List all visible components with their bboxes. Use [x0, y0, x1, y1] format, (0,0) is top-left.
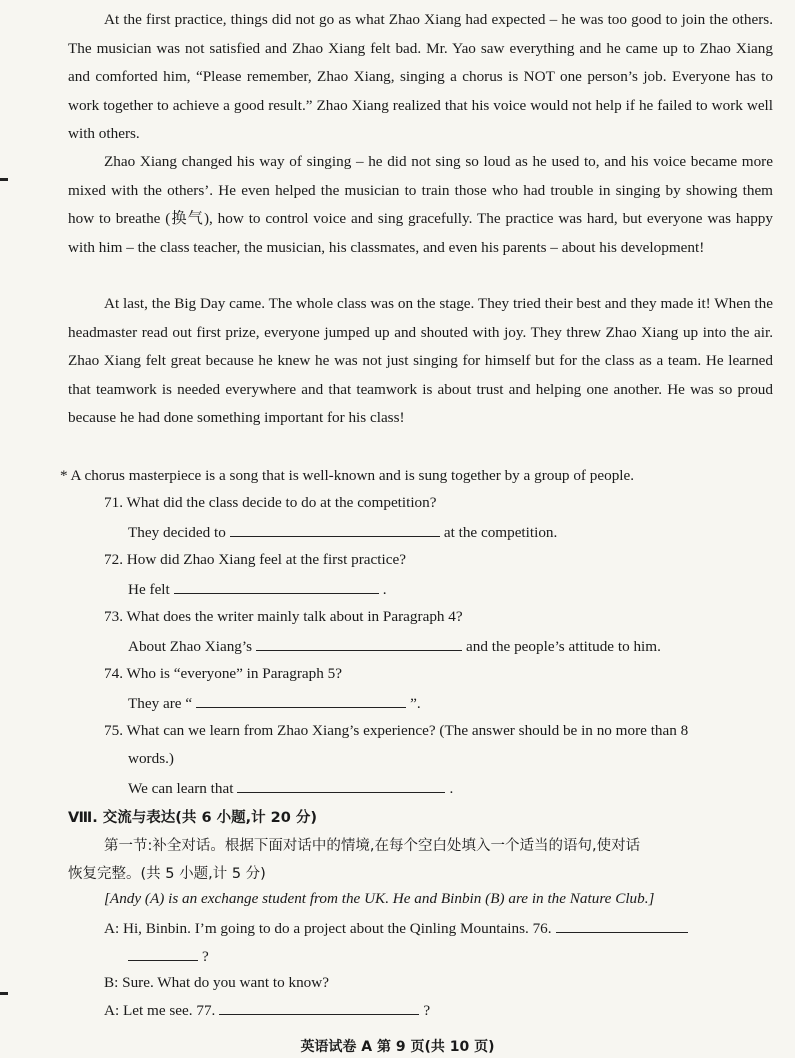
- paragraph-5: At last, the Big Day came. The whole class was on the stage. They tried their best and they made it! When the headmaster read out first prize, everyone jumped up and shouted with joy. They threw Zhao Xiang up into the air. Zhao Xiang felt great because he knew he was not just singing for himself but for the class as a team. He learned that teamwork is needed everywhere and that teamwork is about trust and helping one another. He was so proud because he had done something important for his class!: [68, 295, 773, 427]
- margin-mark: [0, 178, 8, 181]
- footnote: * A chorus masterpiece is a song that is well-known and is sung together by a group of people.: [60, 467, 635, 484]
- answer-blank-77[interactable]: [219, 1000, 419, 1015]
- margin-mark: [0, 992, 8, 995]
- answer-blank-73[interactable]: [256, 636, 462, 651]
- dialogue-line-76-cont: ?: [128, 946, 209, 966]
- paragraph-3: At the first practice, things did not go as what Zhao Xiang had expected – he was too good to join the others. The musician was not satisfied and Zhao Xiang felt bad. Mr. Yao saw everything and he came up to Zhao Xiang and comforted him, “Please remember, Zhao Xiang, singing a chorus is NOT one person’s job. Everyone has to work together to achieve a good result.” Zhao Xiang realized that his voice would not help if he failed to work well with others.: [68, 11, 773, 143]
- question-75-cont: words.): [128, 750, 174, 767]
- question-73: 73. What does the writer mainly talk about in Paragraph 4?: [104, 608, 463, 625]
- paragraph-4: Zhao Xiang changed his way of singing – he did not sing so loud as he used to, and his voice became more mixed with the others’. He even helped the musician to train those who had trouble in singing by showing them how to breathe (换气), how to control voice and sing gracefully. The practice was hard, but everyone was happy with him – the class teacher, the musician, his classmates, and even his parents – about his development!: [68, 153, 773, 256]
- question-72: 72. How did Zhao Xiang feel at the first practice?: [104, 551, 406, 568]
- dialogue-context: [Andy (A) is an exchange student from the UK. He and Binbin (B) are in the Nature Club.]: [104, 890, 655, 907]
- answer-74: They are “ ”.: [128, 695, 421, 712]
- answer-blank-75[interactable]: [237, 778, 445, 793]
- answer-75: We can learn that .: [128, 780, 454, 797]
- answer-blank-71[interactable]: [230, 522, 440, 537]
- answer-blank-74[interactable]: [196, 693, 406, 708]
- answer-71: They decided to at the competition.: [128, 524, 558, 541]
- answer-73: About Zhao Xiang’s and the people’s attitude to him.: [128, 638, 661, 655]
- answer-72: He felt .: [128, 581, 387, 598]
- dialogue-line-77: A: Let me see. 77. ?: [104, 1002, 431, 1019]
- question-75: 75. What can we learn from Zhao Xiang’s experience? (The answer should be in no more than 8: [104, 722, 689, 739]
- answer-blank-76a[interactable]: [556, 918, 688, 933]
- page-footer: 英语试卷 A 第 9 页(共 10 页): [300, 1039, 495, 1055]
- section-heading: Ⅷ. 交流与表达(共 6 小题,计 20 分): [68, 810, 318, 826]
- answer-blank-76b[interactable]: [128, 946, 198, 961]
- instruction-line-1: 第一节:补全对话。根据下面对话中的情境,在每个空白处填入一个适当的语句,使对话: [104, 838, 641, 854]
- question-74: 74. Who is “everyone” in Paragraph 5?: [104, 665, 342, 682]
- dialogue-line-76: A: Hi, Binbin. I’m going to do a project about the Qinling Mountains. 76.: [104, 918, 692, 938]
- answer-blank-72[interactable]: [174, 579, 379, 594]
- instruction-line-2: 恢复完整。(共 5 小题,计 5 分): [68, 866, 266, 882]
- question-71: 71. What did the class decide to do at the competition?: [104, 494, 437, 511]
- dialogue-line-b: B: Sure. What do you want to know?: [104, 974, 329, 991]
